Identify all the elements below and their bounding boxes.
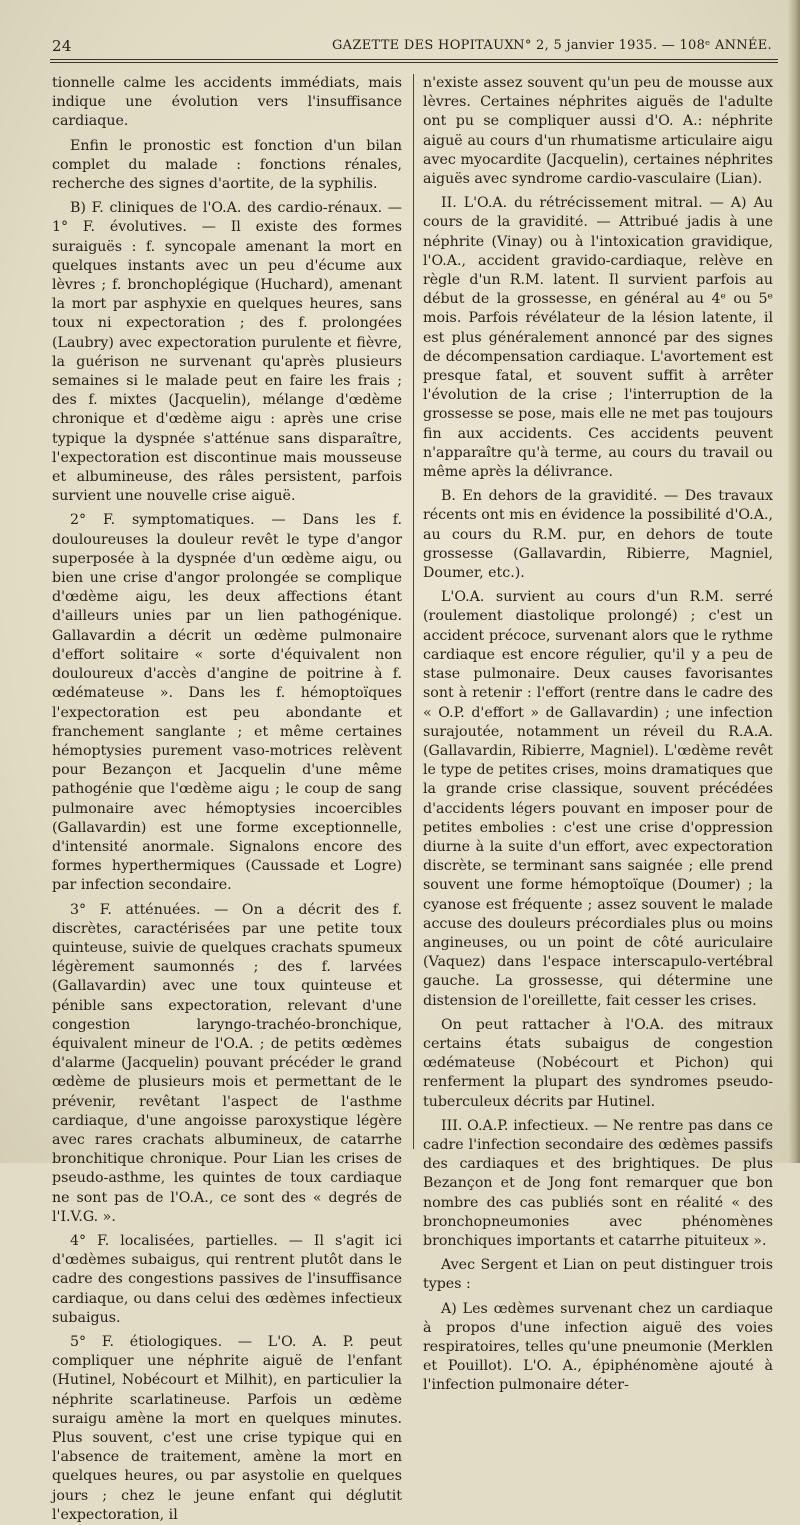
paragraph: 4° F. localisées, partielles. — Il s'agit ici d'œdèmes subaigus, qui rentrent plutôt dans le cadre des congestions passives de l'insuffisance cardiaque, ou dans celui des œdèmes infectieux subaigus. [52,1232,402,1326]
paragraph: 3° F. atténuées. — On a décrit des f. discrètes, caractérisées par une petite toux quinteuse, suivie de quelques crachats spumeux légèrement saumonnés ; des f. larvées (Gallavardin) avec une toux quinteuse et pénible sans expectoration, relevant d'une congestion laryngo-trachéo-bronchique, équivalent mineur de l'O.A. ; de petits œdèmes d'alarme (Jacquelin) pouvant précéder le grand œdème de plusieurs mois et permettant de le prévenir, revêtant l'aspect de l'asthme cardiaque, d'une angoisse paroxystique légère avec rares crachats albumineux, de catarrhe bronchitique chronique. Pour Lian les crises de pseudo-asthme, les quintes de toux cardiaque ne sont pas de l'O.A., ce sont des « degrés de l'I.V.G. ». [52,901,402,1225]
paragraph: A) Les œdèmes survenant chez un cardiaque à propos d'une infection aiguë des voies respiratoires, telles qu'une pneumonie (Merklen et Pouillot). L'O. A., épiphénomène ajouté à l'infection pulmonaire déter- [423,1300,773,1394]
header-rule-top [50,59,778,60]
paragraph: III. O.A.P. infectieux. — Ne rentre pas dans ce cadre l'infection secondaire des œdèmes passifs des cardiaques et des brightiques. De plus Bezançon et de Jong font remarquer que bon nombre des cas publiés sont en réalité « des bronchopneumonies avec phénomènes bronchiques importants et catarrhe pituiteux ». [423,1117,773,1249]
page-number: 24 [52,37,72,55]
journal-title: GAZETTE DES HOPITAUX [332,38,514,53]
header-rule-bottom [50,62,778,63]
paragraph: II. L'O.A. du rétrécissement mitral. — A) Au cours de la gravidité. — Attribué jadis à une néphrite (Vinay) ou à l'intoxication gravidique, l'O.A., accident gravido-cardiaque, relève en règle d'un R.M. latent. Il survient parfois au début de la grossesse, en général au 4ᵉ ou 5ᵉ mois. Parfois révélateur de la lésion latente, il est plus généralement annoncé par des signes de décompensation cardiaque. L'avortement est presque fatal, et souvent suffit à arrêter l'évolution de la crise ; l'interruption de la grossesse se pose, mais elle ne met pas toujours fin aux accidents. Ces accidents peuvent n'apparaître qu'à terme, au cours du travail ou même après la délivrance. [423,195,773,481]
paragraph: 5° F. étiologiques. — L'O. A. P. peut compliquer une néphrite aiguë de l'enfant (Hutinel, Nobécourt et Milhit), en particulier la néphrite scarlatineuse. Parfois un œdème suraigu amène la mort en quelques minutes. Plus souvent, c'est une crise typique qui en l'absence de traitement, amène la mort en quelques heures, ou par asystolie en quelques jours ; chez le jeune enfant qui déglutit l'expectoration, il [52,1334,402,1523]
paragraph: tionnelle calme les accidents immédiats, mais indique une évolution vers l'insuffisance cardiaque. [52,75,402,130]
paragraph: L'O.A. survient au cours d'un R.M. serré (roulement diastolique prolongé) ; c'est un accident précoce, survenant alors que le rythme cardiaque est encore régulier, qu'il y a peu de stase pulmonaire. Deux causes favorisantes sont à retenir : l'effort (rentre dans le cadre des « O.P. d'effort » de Gallavardin) ; une infection surajoutée, notamment un réveil du R.A.A. (Gallavardin, Ribierre, Magniel). L'œdème revêt le type de petites crises, moins dramatiques que la grande crise classique, souvent précédées d'accidents légers pouvant en imposer pour de petites embolies : c'est une crise d'oppression diurne à la suite d'un effort, avec expectoration discrète, se terminant sans saignée ; elle prend souvent une forme hémoptoïque (Doumer) ; la cyanose est fréquente ; assez souvent le malade accuse des douleurs précordiales plus ou moins angineuses, ou un point de côté auriculaire (Vaquez) dans l'espace interscapulo-vertébral gauche. La grossesse, qui détermine une distension de l'oreillette, fait cesser les crises. [423,589,773,1009]
paragraph: B. En dehors de la gravidité. — Des travaux récents ont mis en évidence la possibilité d'O.A., au cours du R.M. pur, en dehors de toute grossesse (Gallavardin, Ribierre, Magniel, Doumer, etc.). [423,488,773,582]
page-header [52,37,776,57]
paragraph: n'existe assez souvent qu'un peu de mousse aux lèvres. Certaines néphrites aiguës de l'adulte ont pu se compliquer aussi d'O. A.: néphrite aiguë au cours d'un rhumatisme articulaire aigu avec myocardite (Jacquelin), certaines néphrites aiguës avec syndrome cardio-vasculaire (Lian). [423,75,773,188]
paragraph: 2° F. symptomatiques. — Dans les f. douloureuses la douleur revêt le type d'angor superposée à la dyspnée d'un œdème aigu, ou bien une crise d'angor prolongée se complique d'œdème aigu, les deux affections étant d'ailleurs unies par un lien pathogénique. Gallavardin a décrit un œdème pulmonaire d'effort solitaire « sorte d'équivalent non douloureux d'accès d'angine de poitrine à f. œdémateuse ». Dans les f. hémoptoïques l'expectoration est peu abondante et franchement sanglante ; et même certaines hémoptysies purement vaso-motrices relèvent pour Bezançon et Jacquelin d'une même pathogénie que l'œdème aigu ; le coup de sang pulmonaire avec hémoptysies incoercibles (Gallavardin) est une forme exceptionnelle, d'intensité anormale. Signalons encore des formes hyperthermiques (Caussade et Logre) par infection secondaire. [52,512,402,894]
paragraph: B) F. cliniques de l'O.A. des cardio-rénaux. — 1° F. évolutives. — Il existe des formes suraiguës : f. syncopale amenant la mort en quelques instants avec un peu d'écume aux lèvres ; f. bronchoplégique (Huchard), amenant la mort par asphyxie en quelques heures, sans toux ni expectoration ; des f. prolongées (Laubry) avec expectoration purulente et fièvre, la guérison ne survenant qu'après plusieurs semaines si le malade peut en faire les frais ; des f. mixtes (Jacquelin), mélange d'œdème chronique et d'œdème aigu : après une crise typique la dyspnée s'atténue sans disparaître, l'expectoration est discontinue mais mousseuse et albumineuse, des râles persistent, parfois survient une nouvelle crise aiguë. [52,200,402,505]
column-divider [413,74,414,1149]
page-edge-shadow [788,0,800,1163]
left-column [52,74,402,1523]
paragraph: On peut rattacher à l'O.A. des mitraux certains états subaigus de congestion œdémateuse (Nobécourt et Pichon) qui renferment la plupart des syndromes pseudo-tuberculeux décrits par Hutinel. [423,1016,773,1110]
right-column [423,74,773,1394]
paragraph: Avec Sergent et Lian on peut distinguer trois types : [423,1257,773,1293]
issue-info: N° 2, 5 janvier 1935. — 108ᵉ ANNÉE. [513,38,772,53]
paragraph: Enfin le pronostic est fonction d'un bilan complet du malade : fonctions rénales, recherche des signes d'aortite, de la syphilis. [52,137,402,193]
